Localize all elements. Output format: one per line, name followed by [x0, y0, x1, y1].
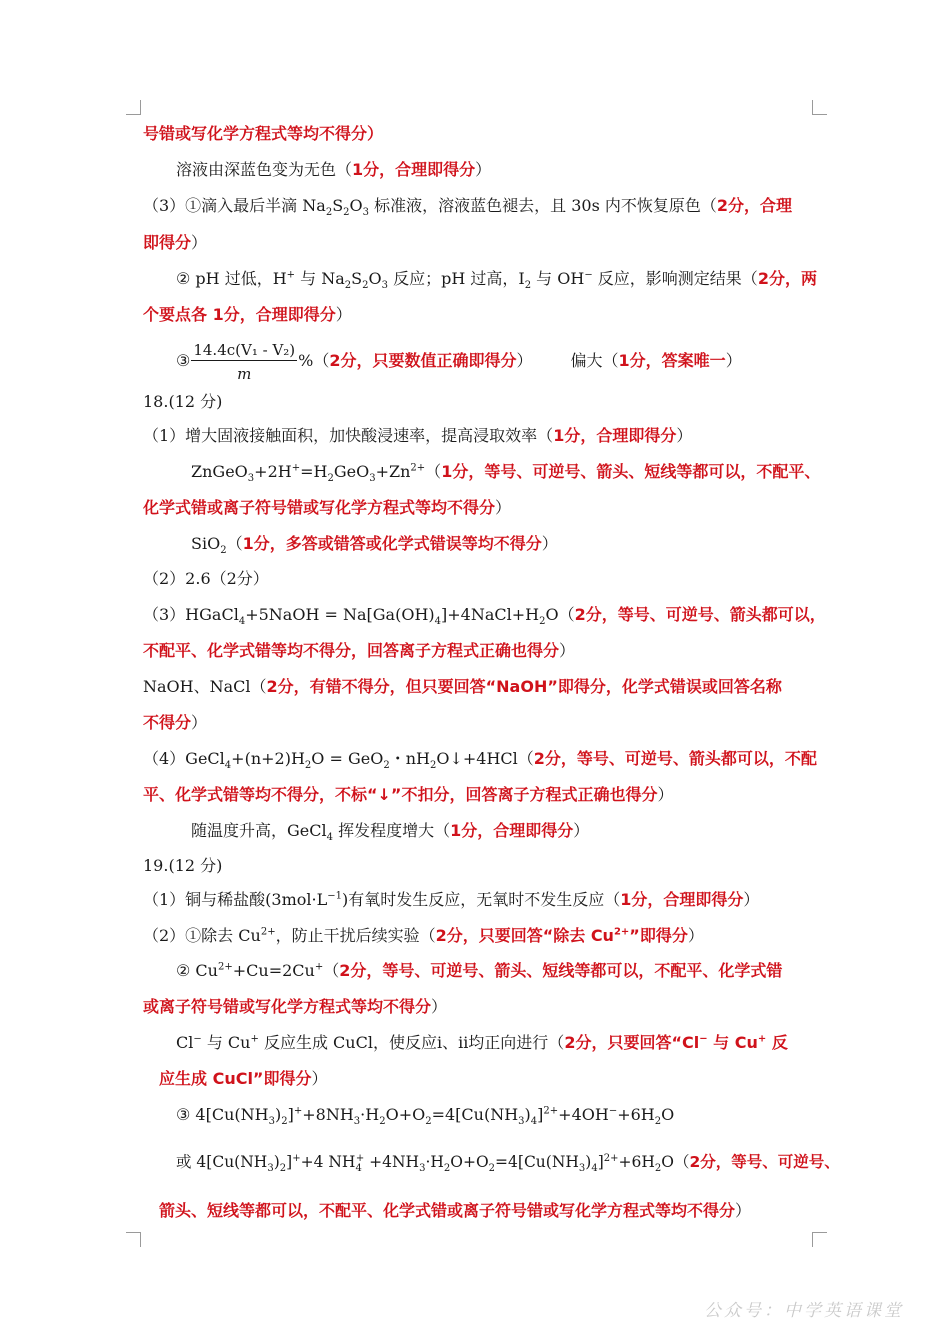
answer-text: +2H	[254, 462, 292, 481]
answer-text: （	[323, 961, 340, 980]
answer-text: 与 OH	[531, 269, 585, 288]
answer-line	[143, 569, 269, 589]
answer-text: ）	[191, 233, 208, 252]
answer-line	[143, 426, 692, 446]
answer-line	[176, 961, 782, 981]
answer-text: ）	[495, 498, 512, 517]
subscript: 2	[654, 1116, 662, 1128]
answer-text: （4）GeCl	[143, 749, 225, 768]
subscript: 4	[238, 616, 246, 628]
answer-text: （1）增大固液接触面积，加快酸浸速率，提高浸取效率（	[143, 426, 554, 445]
answer-text: +5NaOH = Na[Ga(OH)	[245, 605, 435, 624]
answer-text: ③ 4[Cu(NH	[176, 1105, 269, 1124]
answer-text: +6H	[618, 1153, 655, 1171]
subscript: 2	[362, 280, 369, 292]
answer-text: O（	[661, 1153, 690, 1171]
superscript: +	[250, 1033, 259, 1045]
answer-text: ）	[335, 305, 352, 324]
answer-text: （2）2.6（2分）	[143, 569, 269, 588]
answer-text: 或 4[Cu(NH	[176, 1153, 268, 1171]
scoring-note: 2分，合理	[716, 196, 793, 215]
answer-text: ]	[597, 1153, 604, 1171]
crop-mark-bottom-right	[812, 1232, 827, 1247]
superscript: +	[355, 1152, 365, 1164]
answer-text: ，防止干扰后续实验（	[275, 926, 436, 945]
superscript: +	[757, 1033, 767, 1045]
answer-text: 与 Na	[295, 269, 345, 288]
answer-line	[176, 269, 817, 292]
answer-text: ② pH 过低，H	[176, 269, 287, 288]
answer-line	[159, 1069, 327, 1089]
answer-text: 与 Cu	[201, 1033, 251, 1052]
scoring-note: 1分，多答或错答或化学式错误等均不得分	[242, 534, 542, 553]
subscript: 2	[220, 545, 227, 557]
answer-text: S	[351, 269, 363, 288]
subscript: 2	[383, 760, 390, 772]
scoring-note: 2分，有错不得分，但只要回答“NaOH”即得分，化学式错误或回答名称	[266, 677, 782, 696]
answer-text: GeO	[333, 462, 370, 481]
crop-mark-top-left	[126, 100, 141, 115]
subscript: 3	[247, 473, 255, 485]
superscript: −	[193, 1033, 202, 1045]
scoring-note: 2分，两	[757, 269, 817, 288]
question-number: 18.(12 分)	[143, 392, 223, 411]
answer-text: ）	[475, 160, 492, 179]
scoring-note: 2分，等号、可逆号、	[689, 1153, 840, 1171]
scoring-note: 与 Cu	[707, 1033, 758, 1052]
answer-text: Cl	[176, 1033, 194, 1052]
fraction	[191, 341, 297, 382]
scoring-note: 2分，只要回答“除去 Cu	[435, 926, 614, 945]
subscript: 3	[267, 1163, 274, 1175]
answer-text: （	[226, 534, 243, 553]
subscript: 2	[488, 1163, 496, 1175]
fraction-numerator: 14.4c(V₁ - V₂)	[193, 341, 296, 359]
answer-text: S	[332, 196, 344, 215]
superscript: 2+	[543, 1105, 559, 1117]
answer-line	[159, 1201, 751, 1221]
answer-text: )	[273, 1153, 280, 1171]
answer-text: ZnGeO	[191, 462, 248, 481]
answer-line	[176, 1152, 840, 1175]
answer-text: （3）①滴入最后半滴 Na	[143, 196, 326, 215]
answer-text: （3）HGaCl	[143, 605, 239, 624]
answer-line	[191, 821, 590, 844]
answer-text: ）	[573, 821, 590, 840]
question-heading	[143, 392, 222, 412]
scoring-note: 反	[766, 1033, 788, 1052]
answer-text: =4[Cu(NH	[495, 1153, 579, 1171]
superscript: −	[608, 1105, 618, 1117]
subscript: 2	[344, 280, 352, 292]
superscript: −	[699, 1033, 708, 1045]
answer-line	[143, 233, 207, 253]
subscript: 3	[362, 207, 370, 219]
answer-text: （	[425, 462, 442, 481]
answer-text: )	[524, 1105, 531, 1124]
answer-text: O = GeO	[311, 749, 384, 768]
subscript: 2	[524, 280, 532, 292]
question-heading	[143, 856, 222, 876]
answer-text: 随温度升高，GeCl	[191, 821, 327, 840]
answer-text: +4NH	[364, 1153, 420, 1171]
subscript: 2	[425, 1116, 432, 1128]
answer-text: +Cu=2Cu	[232, 961, 315, 980]
subscript: 4	[355, 1163, 362, 1175]
answer-text: 溶液由深蓝色变为无色（	[176, 160, 353, 179]
subscript: 2	[429, 760, 437, 772]
subscript: 2	[443, 1163, 451, 1175]
superscript: 2+	[217, 961, 233, 973]
subscript: 4	[434, 616, 442, 628]
answer-text: SiO	[191, 534, 221, 553]
superscript: 2+	[613, 926, 630, 938]
answer-line	[191, 462, 821, 485]
answer-line	[143, 605, 826, 628]
answer-text: +4OH	[558, 1105, 609, 1124]
answer-text: ）	[743, 890, 760, 909]
answer-text: ·H	[425, 1153, 444, 1171]
answer-text: ）	[687, 926, 704, 945]
fraction-denominator: m	[237, 365, 252, 383]
superscript: −1	[327, 890, 342, 902]
scoring-note: 2分，等号、可逆号、箭头都可以，	[574, 605, 826, 624]
scoring-note: 1分，合理即得分	[553, 426, 677, 445]
scoring-note: 应生成 CuCl”即得分	[159, 1069, 312, 1088]
answer-text: 标准液，溶液蓝色褪去，且 30s 内不恢复原色（	[369, 196, 717, 215]
subscript: 3	[518, 1116, 525, 1128]
scoring-note: 化学式错或离子符号错或写化学方程式等均不得分	[143, 498, 496, 517]
scoring-note: 号错或写化学方程式等均不得分）	[143, 124, 384, 143]
answer-text: )有氧时发生反应，无氧时不发生反应（	[342, 890, 621, 909]
answer-line	[143, 124, 383, 144]
answer-line	[143, 926, 704, 946]
superscript: +	[291, 462, 301, 474]
answer-line	[143, 305, 352, 325]
answer-text: ]	[537, 1105, 544, 1124]
answer-text: ・nH	[389, 749, 430, 768]
scoring-note: 1分，答案唯一	[618, 351, 726, 370]
answer-text: ]	[287, 1105, 294, 1124]
scoring-note: 或离子符号错或写化学方程式等均不得分	[143, 997, 432, 1016]
scoring-note: 不得分	[143, 713, 192, 732]
subscript: 2	[304, 760, 312, 772]
answer-text: ）	[559, 641, 576, 660]
answer-text: )	[274, 1105, 282, 1124]
subscript: 3	[578, 1163, 586, 1175]
subscript: 4	[326, 832, 333, 844]
scoring-note: 不配平、化学式错等均不得分，回答离子方程式正确也得分	[143, 641, 560, 660]
answer-text: 反应；pH 过高，I	[388, 269, 525, 288]
answer-text: ）	[311, 1069, 328, 1088]
question-number: 19.(12 分)	[143, 856, 223, 875]
crop-mark-bottom-left	[126, 1232, 141, 1247]
answer-line	[143, 890, 759, 910]
superscript: +	[293, 1105, 303, 1117]
subscript: 2	[327, 473, 334, 485]
superscript: 2+	[260, 926, 276, 938]
answer-text: O（	[545, 605, 575, 624]
crop-mark-top-right	[812, 100, 827, 115]
answer-text: O+O	[450, 1153, 489, 1171]
answer-line	[176, 160, 491, 180]
answer-text: O↓+4HCl（	[436, 749, 534, 768]
subscript: 3	[268, 1116, 275, 1128]
answer-text: ）	[676, 426, 693, 445]
answer-text: 挥发程度增大（	[333, 821, 451, 840]
superscript: +	[314, 961, 324, 973]
answer-text: O+O	[385, 1105, 426, 1124]
answer-line	[143, 196, 793, 219]
answer-text: NaOH、NaCl（	[143, 677, 267, 696]
subscript: 3	[381, 280, 388, 292]
scoring-note: 平、化学式错等均不得分，不标“↓”不扣分，回答离子方程式正确也得分	[143, 785, 658, 804]
answer-line	[143, 785, 673, 805]
superscript: +	[286, 269, 296, 281]
answer-text: ）	[191, 713, 208, 732]
superscript: +	[292, 1152, 301, 1164]
answer-text: ）	[657, 785, 674, 804]
subscript: 3	[419, 1163, 426, 1175]
answer-text: ]+4NaCl+H	[441, 605, 540, 624]
answer-text: +6H	[617, 1105, 655, 1124]
answer-line	[143, 749, 817, 772]
subscript: 2	[343, 207, 350, 219]
answer-text: ）	[541, 534, 558, 553]
answer-text: %（	[298, 351, 330, 370]
scoring-note: 2分，只要数值正确即得分	[329, 351, 517, 370]
answer-line	[143, 713, 207, 733]
subscript: 2	[279, 1163, 287, 1175]
answer-text: ）	[431, 997, 448, 1016]
subscript: 2	[539, 616, 546, 628]
scoring-note: 箭头、短线等都可以，不配平、化学式错或离子符号错或写化学方程式等均不得分	[159, 1201, 736, 1220]
scoring-note: 1分，合理即得分	[352, 160, 476, 179]
scoring-note: 1分，等号、可逆号、箭头、短线等都可以，不配平、	[441, 462, 821, 481]
answer-text: +4 NH	[300, 1153, 356, 1171]
superscript: −	[584, 269, 593, 281]
answer-text: ③	[176, 351, 191, 370]
subscript: 2	[654, 1163, 662, 1175]
answer-text: 偏大（	[570, 351, 619, 370]
watermark: 公众号：中学英语课堂	[704, 1301, 904, 1321]
answer-text: )	[585, 1153, 592, 1171]
answer-text: +8NH	[302, 1105, 354, 1124]
answer-text: O	[349, 196, 363, 215]
superscript: 2+	[410, 462, 426, 474]
subscript: 3	[369, 473, 376, 485]
subscript: 4	[224, 760, 232, 772]
answer-text: =H	[300, 462, 328, 481]
answer-line	[143, 498, 511, 518]
scoring-note: ”即得分	[629, 926, 688, 945]
subscript: 4	[591, 1163, 598, 1175]
superscript: 2+	[603, 1152, 619, 1164]
answer-text: ② Cu	[176, 961, 218, 980]
answer-line	[176, 341, 742, 382]
answer-line	[191, 534, 558, 557]
scoring-note: 个要点各 1分，合理即得分	[143, 305, 336, 324]
subscript: 4	[530, 1116, 538, 1128]
subscript: 3	[353, 1116, 361, 1128]
answer-line	[176, 1105, 675, 1128]
scoring-note: 即得分	[143, 233, 192, 252]
answer-line	[143, 677, 782, 697]
answer-text: ·H	[360, 1105, 380, 1124]
scoring-note: 2分，只要回答“Cl	[564, 1033, 700, 1052]
answer-text: O	[368, 269, 382, 288]
answer-text: =4[Cu(NH	[431, 1105, 519, 1124]
scoring-note: 1分，合理即得分	[620, 890, 744, 909]
answer-text: ）	[735, 1201, 752, 1220]
subscript: 2	[325, 207, 333, 219]
scoring-note: 2分，等号、可逆号、箭头、短线等都可以，不配平、化学式错	[339, 961, 783, 980]
answer-text: O	[661, 1105, 675, 1124]
answer-text: +(n+2)H	[231, 749, 305, 768]
answer-line	[143, 997, 447, 1017]
answer-text: 反应生成 CuCl，使反应ⅰ、ⅱ均正向进行（	[258, 1033, 565, 1052]
subscript: 2	[281, 1116, 288, 1128]
scoring-note: 2分，等号、可逆号、箭头都可以，不配	[533, 749, 817, 768]
answer-text: ）	[516, 351, 533, 370]
answer-text: （1）铜与稀盐酸(3mol·L	[143, 890, 328, 909]
answer-text: +Zn	[375, 462, 411, 481]
answer-line	[176, 1033, 788, 1053]
answer-text: ）	[725, 351, 742, 370]
answer-text: 反应，影响测定结果（	[592, 269, 758, 288]
answer-text: （2）①除去 Cu	[143, 926, 261, 945]
answer-line	[143, 641, 575, 661]
subscript: 2	[379, 1116, 386, 1128]
answer-text: ]	[286, 1153, 293, 1171]
scoring-note: 1分，合理即得分	[450, 821, 574, 840]
